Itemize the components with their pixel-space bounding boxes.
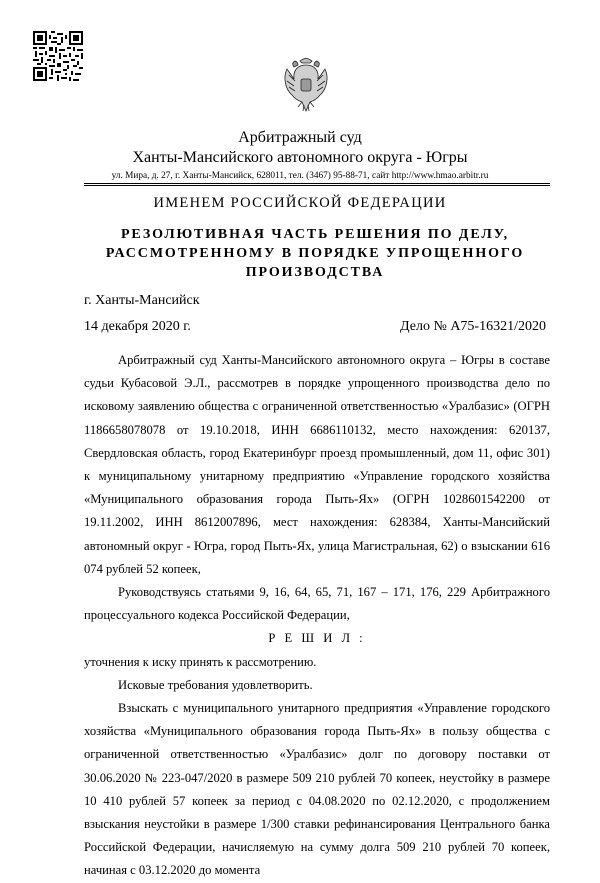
qr-code-icon [33, 31, 83, 81]
city: г. Ханты-Мансийск [84, 293, 200, 308]
paragraph-satisfy: Исковые требования удовлетворить. [118, 677, 313, 692]
court-name-line2: Ханты-Мансийского автономного округа - Югры [132, 149, 468, 166]
decision-heading: Р Е Ш И Л : [268, 631, 366, 646]
case-number: Дело № А75-16321/2020 [400, 319, 546, 334]
paragraph-clarifications: уточнения к иску принять к рассмотрению. [84, 654, 317, 669]
document-body [84, 349, 550, 883]
paragraph-intro: Арбитражный суд Ханты-Мансийского автономного округа – Югры в составе судьи Кубасовой Э.Л., рассмотрев в порядке упрощенного производства дело по исковому заявлению общества с ограниченной ответственностью «Уралбазис» (ОГРН 1186658078078 от 19.10.2018, ИНН 6686110132, место нахождения: 620137, Свердловская область, город Екатеринбург проезд промышленный, дом 11, офис 301) к муниципальному унитарному предприятию «Управление городского хозяйства «Муниципального образования города Пыть-Ях» (ОГРН 1028601542200 от 19.11.2002, ИНН 8612007896, мест нахождения: 628384, Ханты-Мансийский автономный округ - Югра, город Пыть-Ях, улица Магистральная, 62) о взыскании 616 074 рублей 52 копеек, [84, 353, 550, 576]
header-divider-bottom [84, 185, 550, 186]
court-address: ул. Мира, д. 27, г. Ханты-Мансийск, 628011, тел. (3467) 95-88-71, сайт http://www.hmao.arbitr.ru [111, 171, 489, 181]
document-title: РЕЗОЛЮТИВНАЯ ЧАСТЬ РЕШЕНИЯ ПО ДЕЛУ, РАССМОТРЕННОМУ В ПОРЯДКЕ УПРОЩЕННОГО ПРОИЗВОДСТВА [105, 227, 525, 280]
paragraph-recover: Взыскать с муниципального унитарного предприятия «Управление городского хозяйства «Муниципального образования города Пыть-Ях» в пользу общества с ограниченной ответственностью «Уралбазис» долг по договору поставки от 30.06.2020 № 223-047/2020 в размере 509 210 рублей 70 копеек, неустойку в размере 10 410 рублей 57 копеек за период с 04.08.2020 по 02.12.2020, с продолжением взыскания неустойки в размере 1/300 ставки рефинансирования Центрального банка Российской Федерации, начисляемую на сумму долга 509 210 рублей 70 копеек, начиная с 03.12.2020 до момента [84, 701, 550, 878]
header-divider-top [84, 183, 550, 184]
coat-of-arms-icon [283, 55, 329, 115]
document-date: 14 декабря 2020 г. [84, 319, 191, 334]
paragraph-legal-basis: Руководствуясь статьями 9, 16, 64, 65, 71, 167 – 171, 176, 229 Арбитражного процессуального кодекса Российской Федерации, [84, 585, 550, 623]
in-the-name-heading: ИМЕНЕМ РОССИЙСКОЙ ФЕДЕРАЦИИ [153, 195, 447, 211]
court-name-line1: Арбитражный суд [238, 129, 362, 146]
